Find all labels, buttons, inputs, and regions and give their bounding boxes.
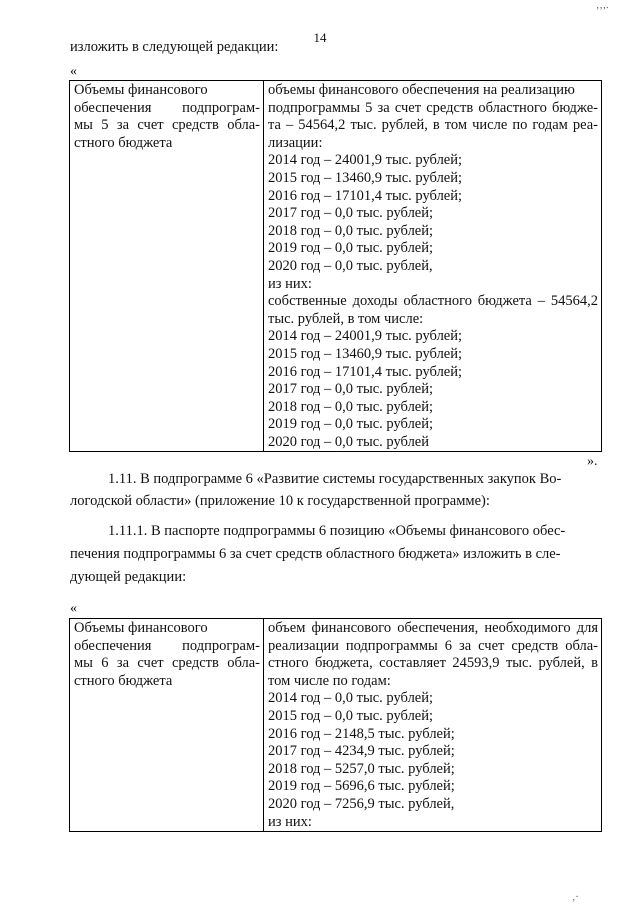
table1-value-line: 2016 год – 17101,4 тыс. рублей; [268, 187, 463, 204]
table1-value-line: лизации: [268, 134, 323, 151]
corner-mark-top: ‚‚‚. [596, 0, 609, 11]
paragraph-1-11-1-line3: дующей редакции: [70, 569, 187, 585]
table2-open-quote: « [70, 601, 77, 616]
table1-value-line: объемы финансового обеспечения на реализацию [268, 82, 575, 98]
table1-value-line: 2014 год – 24001,9 тыс. рублей; [268, 152, 463, 169]
table1-label-cell [70, 81, 264, 452]
table2-value-line: из них: [268, 813, 312, 830]
funding-table-subprogram-6 [69, 618, 602, 832]
table1-value-line: собственные доходы областного бюджета – 54564,2 [268, 293, 598, 310]
table1-value-line: 2020 год – 0,0 тыс. рублей [268, 433, 430, 450]
table1-value-cell [264, 81, 602, 452]
table1-value-line: 2019 год – 0,0 тыс. рублей; [268, 240, 434, 257]
table2-label-line: Объемы финансового [74, 620, 208, 636]
table2-value-line: 2019 год – 5696,6 тыс. рублей; [268, 778, 455, 795]
table1-value-line: та – 54564,2 тыс. рублей, в том числе по годам реа- [268, 117, 598, 134]
table2-label-line: мы 6 за счет средств обла- [74, 655, 260, 672]
table1-value-line: тыс. рублей, в том числе: [268, 310, 424, 327]
table1-value-line: 2017 год – 0,0 тыс. рублей; [268, 381, 434, 398]
intro-text: изложить в следующей редакции: [70, 39, 279, 55]
table1-label-line: Объемы финансового [74, 82, 208, 98]
table2-value-line: 2014 год – 0,0 тыс. рублей; [268, 690, 434, 707]
table1-value-line: 2015 год – 13460,9 тыс. рублей; [268, 169, 463, 186]
table-row [70, 81, 602, 452]
paragraph-1-11-line2: логодской области» (приложение 10 к государственной программе): [70, 493, 490, 509]
table1-value-line: 2018 год – 0,0 тыс. рублей; [268, 398, 434, 415]
table1-value-line: 2018 год – 0,0 тыс. рублей; [268, 222, 434, 239]
table1-value-line: 2017 год – 0,0 тыс. рублей; [268, 205, 434, 222]
table1-label-line: мы 5 за счет средств обла- [74, 117, 260, 134]
table1-open-quote: « [70, 64, 77, 79]
table2-label-line: обеспечения подпрограм- [74, 637, 260, 654]
table1-value-line: из них: [268, 275, 312, 292]
table2-value-line: 2018 год – 5257,0 тыс. рублей; [268, 760, 455, 777]
page-number: 14 [313, 30, 327, 45]
table-row [70, 619, 602, 832]
table2-value-line: 2016 год – 2148,5 тыс. рублей; [268, 725, 455, 742]
table2-value-cell [264, 619, 602, 832]
corner-mark-bottom: ‚· [572, 892, 579, 903]
table2-value-line: 2020 год – 7256,9 тыс. рублей, [268, 795, 455, 812]
table1-value-line: подпрограммы 5 за счет средств областного бюдже- [268, 99, 598, 116]
paragraph-1-11-line1: 1.11. В подпрограмме 6 «Развитие системы государственных закупок Во- [108, 471, 562, 487]
table2-label-cell [70, 619, 264, 832]
table1-label-line: стного бюджета [74, 134, 173, 151]
table2-value-line: объем финансового обеспечения, необходимого для [268, 620, 598, 636]
table2-value-line: стного бюджета, составляет 24593,9 тыс. рублей, в [268, 655, 598, 672]
table1-value-line: 2015 год – 13460,9 тыс. рублей; [268, 345, 463, 362]
paragraph-1-11-1-line2: печения подпрограммы 6 за счет средств областного бюджета» изложить в сле- [70, 546, 561, 562]
paragraph-1-11-1-line1: 1.11.1. В паспорте подпрограммы 6 позицию «Объемы финансового обес- [108, 523, 566, 539]
table1-label-line: обеспечения подпрограм- [74, 99, 260, 116]
table1-value-line: 2019 год – 0,0 тыс. рублей; [268, 416, 434, 433]
table2-value-line: том числе по годам: [268, 672, 391, 689]
table1-close-quote: ». [587, 454, 598, 469]
table2-value-line: 2017 год – 4234,9 тыс. рублей; [268, 743, 455, 760]
table1-value-line: 2020 год – 0,0 тыс. рублей, [268, 257, 433, 274]
table1-value-line: 2016 год – 17101,4 тыс. рублей; [268, 363, 463, 380]
table2-label-line: стного бюджета [74, 672, 173, 689]
table2-value-line: реализации подпрограммы 6 за счет средств обла- [268, 637, 598, 654]
funding-table-subprogram-5 [69, 80, 602, 452]
table1-value-line: 2014 год – 24001,9 тыс. рублей; [268, 328, 463, 345]
table2-value-line: 2015 год – 0,0 тыс. рублей; [268, 707, 434, 724]
